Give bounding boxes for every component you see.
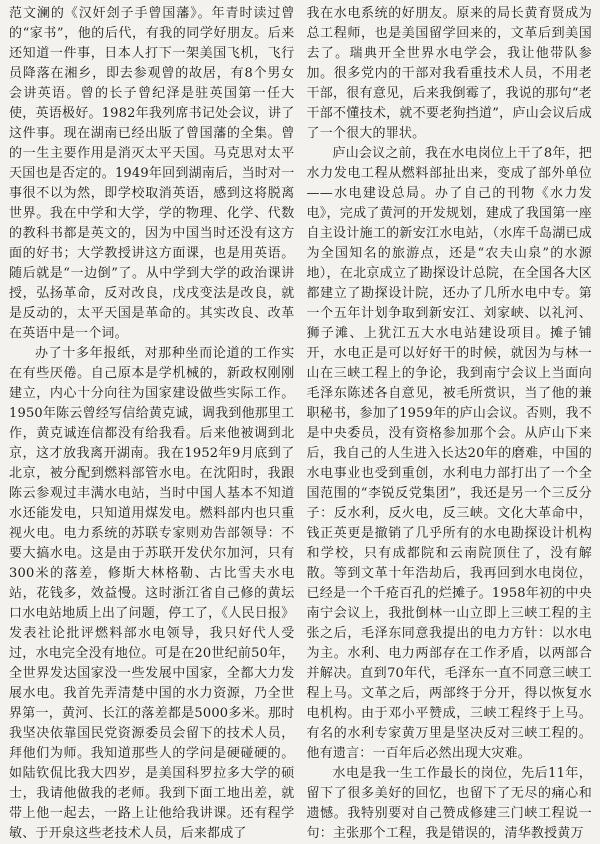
left-column <box>9 4 295 841</box>
right-column <box>306 4 593 841</box>
right-paragraph-3: 水电是我一生工作最长的岗位，先后11年，留下了很多美好的回忆，也留下了无尽的痛心和遗憾。我特别要对自己赞成修建三门峡工程说一句：主张那个工程，我是错误的，清华教授黄万 <box>306 766 592 841</box>
right-paragraph-1: 我在水电系统的好朋友。原来的局长黄育贤成为总工程师，也是美国留学回来的，文革后到美国去了。瑞典开全世界水电学会，我让他带队参加。很多党内的干部对我看重技术人员，不用老干部，很有意见，后来我倒霉了，我说的那句“老干部不懂技术，就不要老狗挡道”，庐山会议后成了一个很大的罪状。 <box>306 6 592 141</box>
right-paragraph-2: 庐山会议之前，我在水电岗位上干了8年，把水力发电工程从燃料部扯出来，变成了部外单位——水电建设总局。办了自己的刊物《水力发电》，完成了黄河的开发规划，建成了我国第一座自主设计施工的新安江水电站，（水库千岛湖已成为全国知名的旅游点，还是“农夫山泉”的水源地），在北京成立了勘探设计总院，在全国各大区都建立了勘探设计院，还办了几所水电中专。第一个五年计划争取到新安江、刘家峡、以礼河、狮子滩、上犹江五大水电站建设项目。摊子铺开，水电正是可以好好干的时候，就因为与林一山在三峡工程上的争论，我到南宁会议上当面向毛泽东陈述各自意见，被毛所赏识，当了他的兼职秘书，参加了1959年的庐山会议。否则，我不是中央委员，没有资格参加那个会。从庐山下来后，我自己的人生进入长达20年的磨难，中国的水电事业也受到重创，水利电力部打出了一个全国范围的“李锐反党集团”，我还是另一个三反分子：反水利，反火电，反三峡。文化大革命中，钱正英更是撤销了几乎所有的水电勘探设计机构和学校，只有成都院和云南院顶住了，没有解散。等到文革十年浩劫后，我再回到水电岗位，已经是一个千疮百孔的烂摊子。1958年初的中央南宁会议上，我批倒林一山立即上三峡工程的主张之后，毛泽东同意我提出的电力方针：以水电为主。水利、电力两部存在工作矛盾，以两部合并解决。直到70年代，毛泽东一直不同意三峡工程上马。文革之后，两部终于分开，得以恢复水电机构。由于邓小平赞成，三峡工程终于上马。有名的水利专家黄万里是坚决反对三峡工程的。他有遗言：一百年后必然出现大灾难。 <box>306 146 592 761</box>
two-column-body <box>9 4 592 841</box>
left-paragraph-1: 范文澜的《汉奸刽子手曾国藩》。年青时读过曾的“家书”，他的后代，有我的同学好朋友。后来还知道一件事，日本人打下一架美国飞机，飞行员降落在湘乡，即去参观曾的故居，有8个男女会讲英语。曾的长子曾纪泽是驻英国第一任大使，英语极好。1982年我列席书记处会议，讲了这件事。现在湖南已经出版了曾国藩的全集。曾的一生主要作用是消灭太平天国。马克思对太平天国也是否定的。1949年回到湖南后，当时对一事很不以为然，即学校取消英语，感到这将脱离世界。我在中学和大学，学的物理、化学、代数的教科书都是英文的，因为中国当时还没有这方面的好书；大学教授讲这方面课，也是用英语。随后就是“一边倒”了。从中学到大学的政治课讲授，弘扬革命，反对改良，戊戌变法是改良，就是反动的，太平天国是革命的。其实改良、改革在英语中是一个词。 <box>9 6 295 341</box>
left-paragraph-2: 办了十多年报纸，对那种坐而论道的工作实在有些厌倦。自己原本是学机械的，新政权刚刚建立，内心十分向往为国家建设做些实际工作。1950年陈云曾经写信给黄克诚，调我到他那里工作，黄克诚连信都没有给我看。后来他被调到北京，这才放我离开湖南。我在1952年9月底到了北京，被分配到燃料部管水电。在沈阳时，我跟陈云参观过丰满水电站，当时中国人基本不知道水还能发电，只知道用煤发电。燃料部内也只重视火电。电力系统的苏联专家则劝告部领导：不要大搞水电。这是由于苏联开发伏尔加河，只有300米的落差，修斯大林格勒、古比雪夫水电站，花钱多，效益慢。这时浙江省自己修的黄坛口水电站地质上出了问题，停工了，《人民日报》发表社论批评燃料部水电领导，我只好代人受过，水电完全没有地位。可是在20世纪前50年，全世界发达国家没一些发展中国家，全都大力发展水电。我首先弄清楚中国的水力资源，乃全世界第一，黄河、长江的落差都是5000多米。那时我坚决依靠国民党资源委员会留下的技术人员，拜他们为师。我知道那些人的学问是硬碰硬的。如陆钦侃比我大四岁，是美国科罗拉多大学的硕士，我请他做我的老师。我到下面工地出差，就带上他一起去，一路上让他给我讲课。还有程学敏、于开泉这些老技术人员，后来都成了 <box>9 346 295 841</box>
